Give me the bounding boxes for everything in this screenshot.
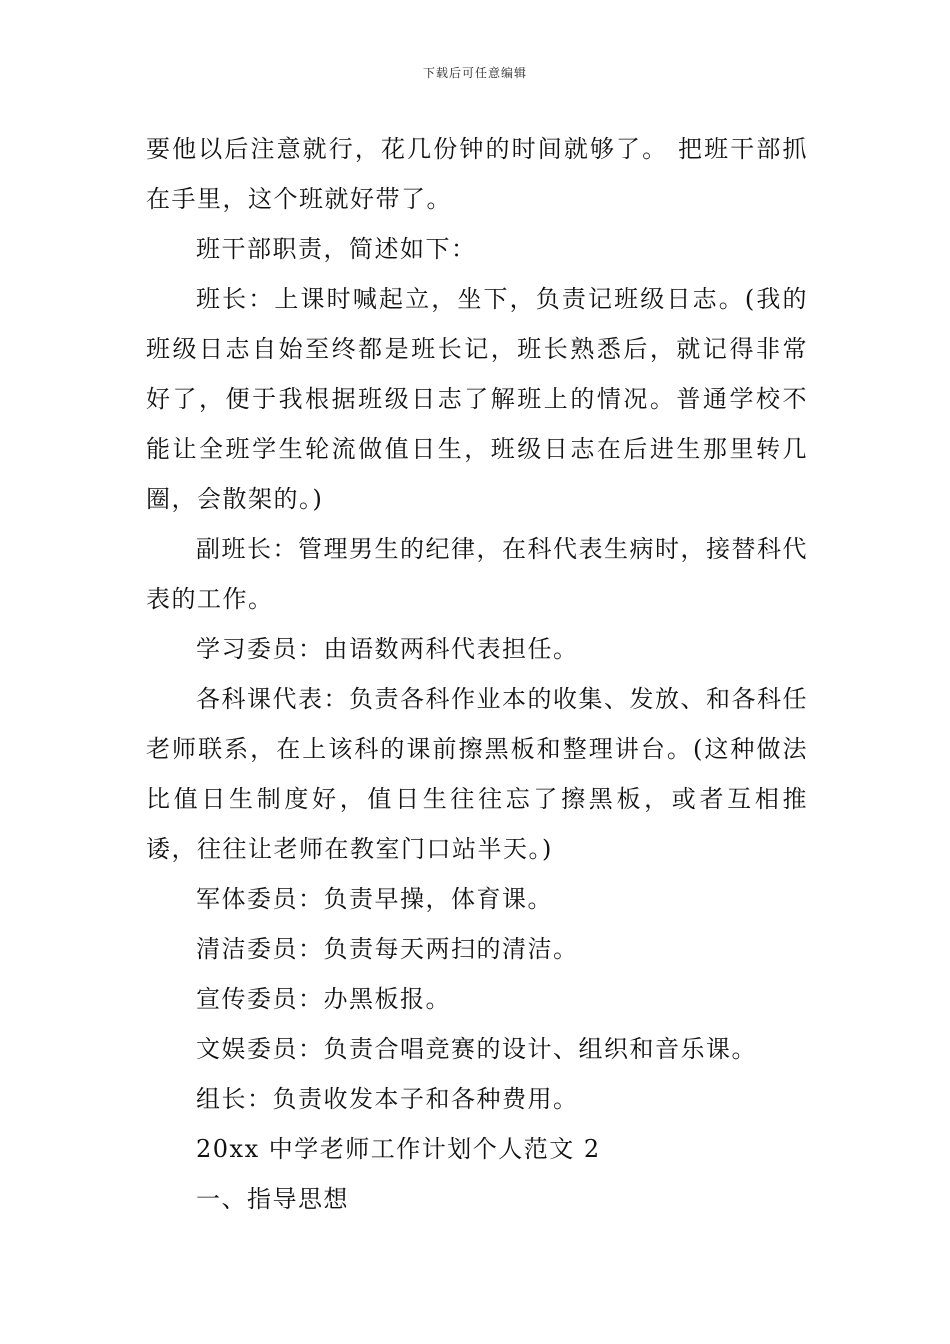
paragraph-entertainment-committee: 文娱委员：负责合唱竞赛的设计、组织和音乐课。 [196, 1035, 757, 1063]
paragraph-subject-representatives: 各科课代表：负责各科作业本的收集、发放、和各科任老师联系，在上该科的课前擦黑板和整理讲台。(这种做法比值日生制度好，值日生往往忘了擦黑板，或者互相推诿，往往让老师在教室门口站半天。) [146, 685, 808, 863]
section-title: 20xx 中学老师工作计划个人范文 2 [196, 1135, 601, 1163]
section-heading: 一、指导思想 [196, 1185, 349, 1213]
paragraph-study-committee: 学习委员：由语数两科代表担任。 [196, 635, 579, 663]
paragraph-cleaning-committee: 清洁委员：负责每天两扫的清洁。 [196, 935, 579, 963]
paragraph-group-leader: 组长：负责收发本子和各种费用。 [196, 1085, 579, 1113]
paragraph-vice-monitor: 副班长：管理男生的纪律，在科代表生病时，接替科代表的工作。 [146, 535, 808, 613]
document-body [146, 124, 808, 1224]
paragraph-publicity-committee: 宣传委员：办黑板报。 [196, 985, 451, 1013]
paragraph-duties-intro: 班干部职责，简述如下： [196, 235, 477, 263]
paragraph-sports-committee: 军体委员：负责早操，体育课。 [196, 885, 553, 913]
paragraph-continuation: 要他以后注意就行，花几份钟的时间就够了。 把班干部抓在手里，这个班就好带了。 [146, 135, 808, 213]
paragraph-class-monitor: 班长：上课时喊起立，坐下，负责记班级日志。(我的班级日志自始至终都是班长记，班长熟悉后，就记得非常好了，便于我根据班级日志了解班上的情况。普通学校不能让全班学生轮流做值日生，班级日志在后进生那里转几圈，会散架的。) [146, 285, 808, 513]
page-header-note: 下载后可任意编辑 [422, 66, 527, 80]
